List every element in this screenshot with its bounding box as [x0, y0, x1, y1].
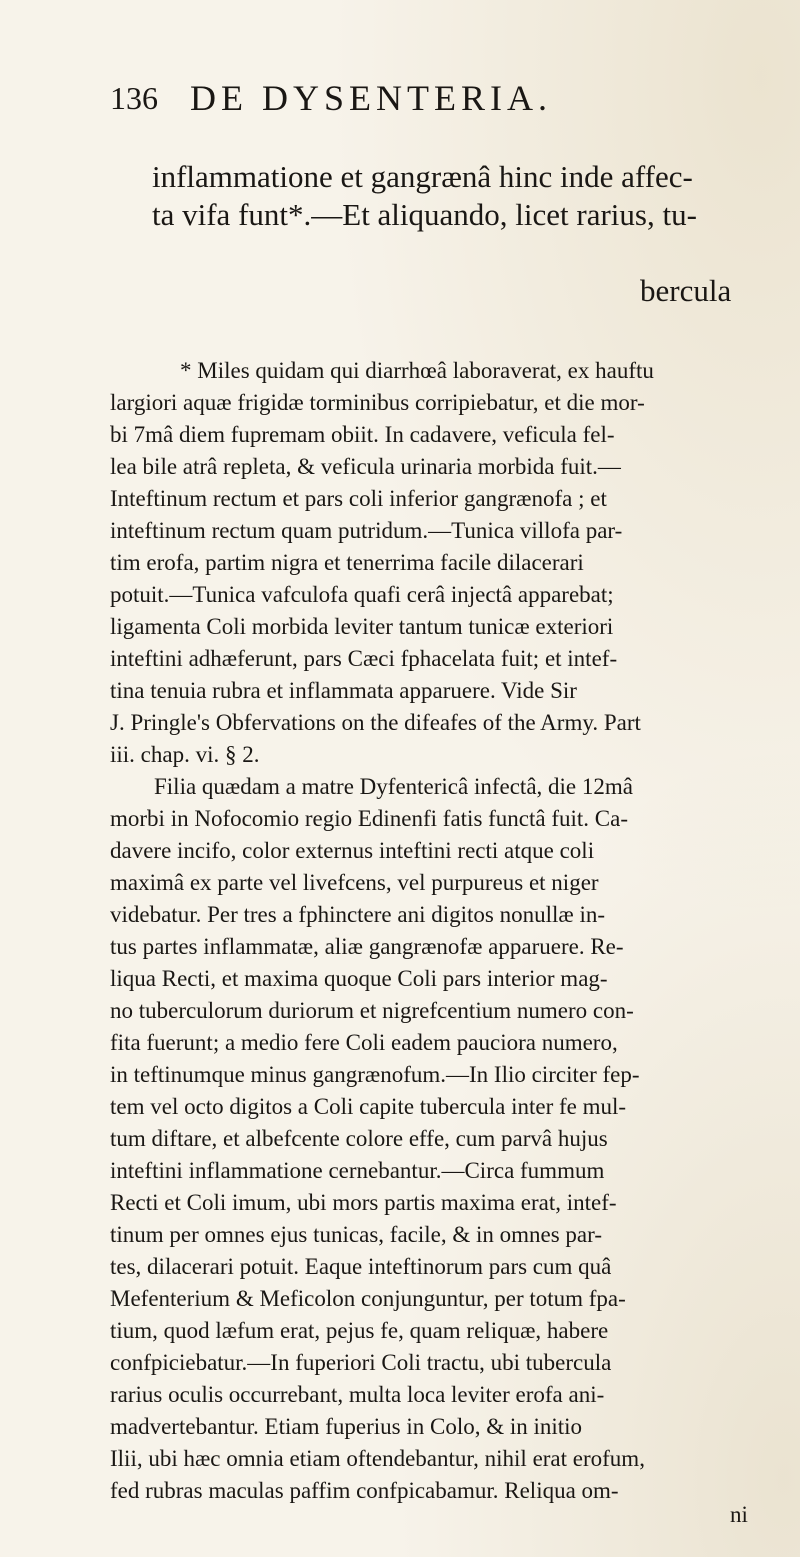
footnote-line: iii. chap. vi. § 2. [110, 742, 260, 767]
footnote-line: Filia quædam a matre Dyfentericâ infectâ, die 12mâ [154, 774, 633, 799]
footnote-line: largiori aquæ frigidæ torminibus corripiebatur, et die mor- [110, 390, 645, 415]
footnote-line: tem vel octo digitos a Coli capite tubercula inter fe mul- [110, 1094, 627, 1119]
footnote-line: videbatur. Per tres a fphinctere ani digitos nonullæ in- [110, 902, 606, 927]
footnote-line: fed rubras maculas paffim confpicabamur. Reliqua om- [110, 1478, 619, 1503]
footnote-line: confpiciebatur.—In fuperiori Coli tractu, ubi tubercula [110, 1350, 612, 1375]
main-text-line: inflammatione et gangrænâ hinc inde affec- [152, 159, 693, 194]
footnote-line: * Miles quidam qui diarrhœâ laboraverat, ex hauftu [180, 358, 654, 383]
footnote-line: maximâ ex parte vel livefcens, vel purpureus et niger [110, 870, 599, 895]
footnote-line: Recti et Coli imum, ubi mors partis maxima erat, intef- [110, 1190, 617, 1215]
footnote-line: J. Pringle's Obfervations on the difeafes of the Army. Part [110, 710, 641, 735]
footnote-line: tinum per omnes ejus tunicas, facile, & in omnes par- [110, 1222, 602, 1247]
footnote-line: no tuberculorum duriorum et nigrefcentium numero con- [110, 998, 634, 1023]
page-header [110, 78, 670, 128]
footnote-line: in teftinumque minus gangrænofum.—In Ilio circiter fep- [110, 1062, 640, 1087]
footnote-catchword: ni [730, 1502, 748, 1527]
footnote-line: ligamenta Coli morbida leviter tantum tunicæ exteriori [110, 614, 614, 639]
footnote-line: tum diftare, et albefcente colore effe, cum parvâ hujus [110, 1126, 608, 1151]
footnote-line: madvertebantur. Etiam fuperius in Colo, & in initio [110, 1414, 583, 1439]
footnote-line: davere incifo, color externus inteftini recti atque coli [110, 838, 595, 863]
running-head: DE DYSENTERIA. [190, 78, 552, 118]
main-text-line: ta vifa funt*.—Et aliquando, licet rarius, tu- [152, 197, 697, 232]
footnote-line: inteftinum rectum quam putridum.—Tunica villofa par- [110, 518, 623, 543]
footnote-line: potuit.—Tunica vafculofa quafi cerâ injectâ apparebat; [110, 582, 614, 607]
footnote-line: inteftini inflammatione cernebantur.—Circa fummum [110, 1158, 605, 1183]
footnote-line: fita fuerunt; a medio fere Coli eadem pauciora numero, [110, 1030, 618, 1055]
footnote-line: Ilii, ubi hæc omnia etiam oftendebantur, nihil erat erofum, [110, 1446, 645, 1471]
footnote-line: lea bile atrâ repleta, & veficula urinaria morbida fuit.— [110, 454, 621, 479]
footnote-line: morbi in Nofocomio regio Edinenfi fatis functâ fuit. Ca- [110, 806, 629, 831]
main-text [152, 158, 722, 234]
footnote-line: tim erofa, partim nigra et tenerrima facile dilacerari [110, 550, 584, 575]
footnote-line: bi 7mâ diem fupremam obiit. In cadavere, veficula fel- [110, 422, 615, 447]
footnote-line: Inteftinum rectum et pars coli inferior gangrænofa ; et [110, 486, 607, 511]
footnote-line: liqua Recti, et maxima quoque Coli pars interior mag- [110, 966, 608, 991]
footnote-line: tina tenuia rubra et inflammata apparuere. Vide Sir [110, 678, 577, 703]
footnote-line: Mefenterium & Meficolon conjunguntur, per totum fpa- [110, 1286, 626, 1311]
page-number: 136 [110, 80, 158, 116]
footnote [110, 355, 790, 1507]
footnote-line: rarius oculis occurrebant, multa loca leviter erofa ani- [110, 1382, 605, 1407]
footnote-line: tus partes inflammatæ, aliæ gangrænofæ apparuere. Re- [110, 934, 624, 959]
main-catchword: bercula [640, 273, 732, 308]
footnote-line: inteftini adhæferunt, pars Cæci fphacelata fuit; et intef- [110, 646, 618, 671]
footnote-line: tes, dilacerari potuit. Eaque inteftinorum pars cum quâ [110, 1254, 612, 1279]
footnote-line: tium, quod læfum erat, pejus fe, quam reliquæ, habere [110, 1318, 609, 1343]
